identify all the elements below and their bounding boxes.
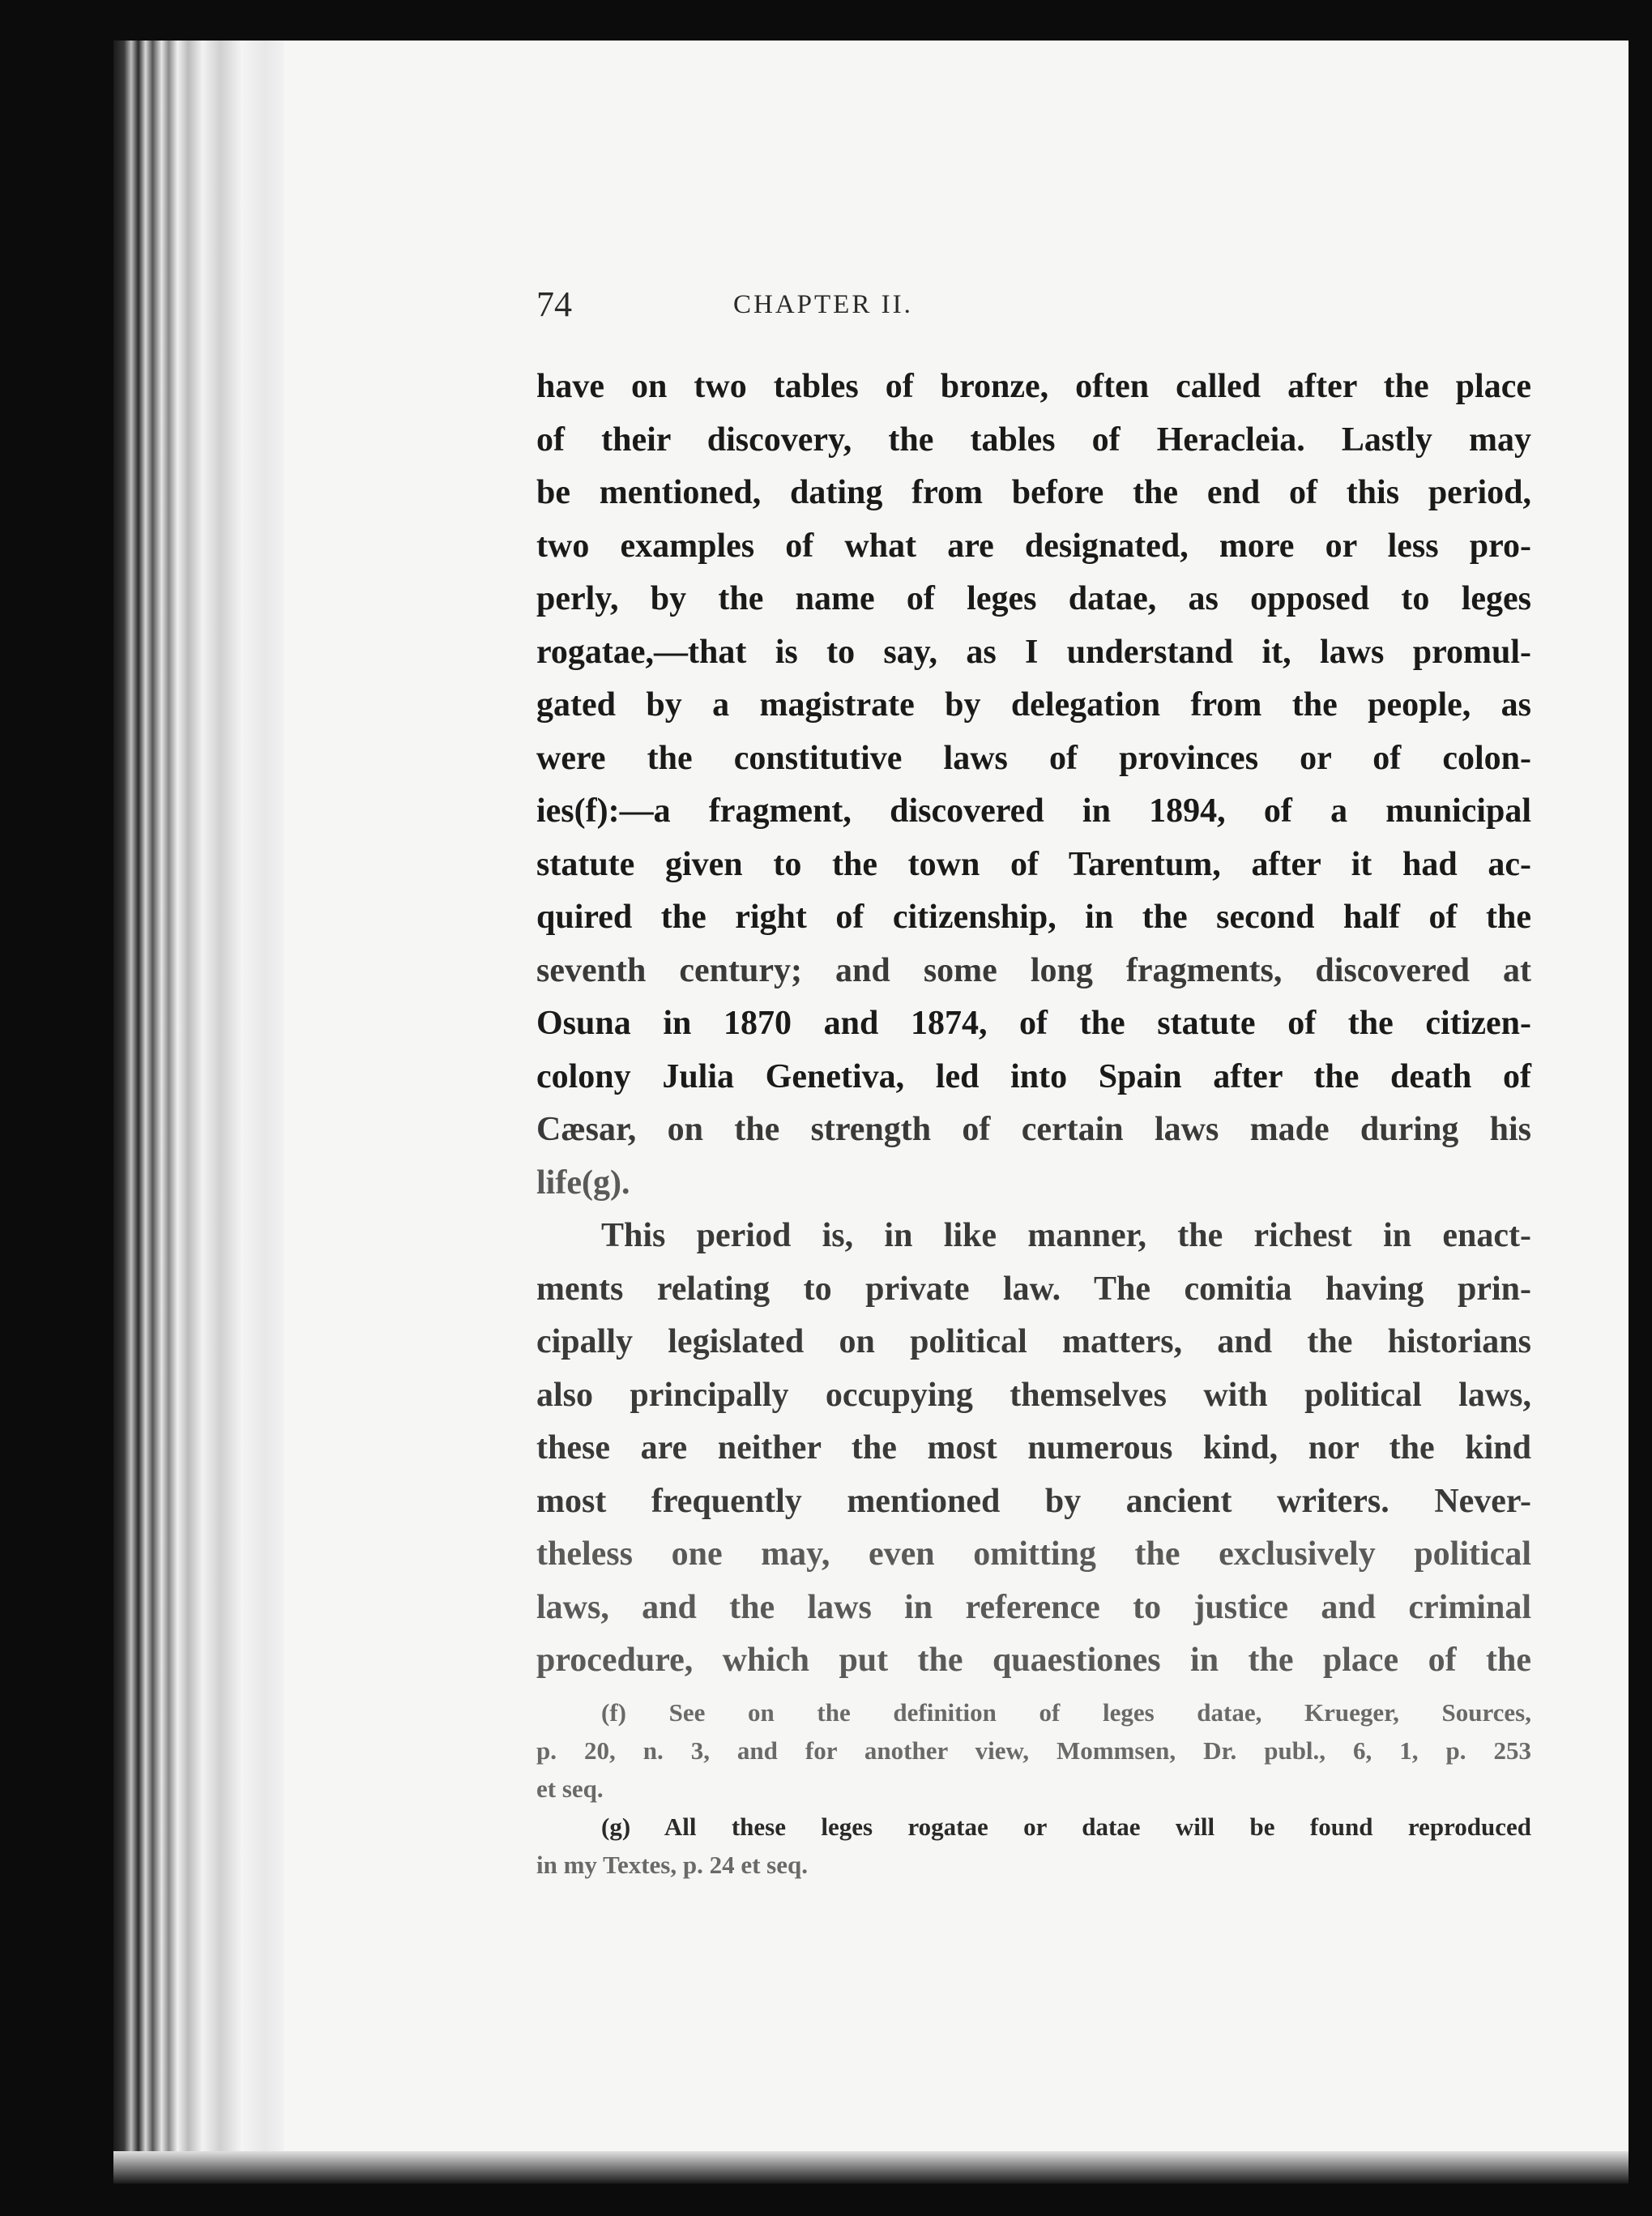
page-header [536,284,1120,332]
body-line: were the constitutive laws of provinces or of colon- [536,739,1531,777]
body-line: Osuna in 1870 and 1874, of the statute of the citizen- [536,1005,1531,1042]
body-line: laws, and the laws in reference to justice and criminal [536,1588,1531,1626]
footnotes [536,1693,1531,1884]
body-line: of their discovery, the tables of Heracleia. Lastly may [536,421,1531,459]
body-line: gated by a magistrate by delegation from the people, as [536,686,1531,724]
body-line: life(g). [536,1164,630,1202]
body-line: two examples of what are designated, more or less pro- [536,527,1531,565]
running-head: CHAPTER II. [733,290,913,319]
body-line: colony Julia Genetiva, led into Spain after the death of [536,1057,1531,1095]
footnote-line: (f) See on the definition of leges datae, Krueger, Sources, [601,1698,1531,1727]
body-line: have on two tables of bronze, often called after the place [536,368,1531,405]
footnote-line: et seq. [536,1774,604,1803]
body-line: Cæsar, on the strength of certain laws made during his [536,1111,1531,1148]
body-line: procedure, which put the quaestiones in the place of the [536,1642,1531,1679]
body-line: quired the right of citizenship, in the second half of the [536,899,1531,936]
body-line: cipally legislated on political matters, and the historians [536,1323,1531,1360]
body-line: perly, by the name of leges datae, as opposed to leges [536,580,1531,617]
body-line: seventh century; and some long fragments, discovered at [536,951,1531,989]
footnote-line: in my Textes, p. 24 et seq. [536,1851,808,1879]
body-line: statute given to the town of Tarentum, after it had ac- [536,845,1531,883]
body-line: rogatae,—that is to say, as I understand it, laws promul- [536,633,1531,671]
body-line: most frequently mentioned by ancient writers. Never- [536,1482,1531,1520]
body-text [536,361,1531,1688]
page-bottom-edge [113,2151,1629,2184]
body-line: be mentioned, dating from before the end of this period, [536,474,1531,511]
footnote-line: (g) All these leges rogatae or datae will be found reproduced [601,1813,1531,1841]
body-line: these are neither the most numerous kind, nor the kind [536,1429,1531,1467]
body-line: theless one may, even omitting the exclusively political [536,1535,1531,1573]
body-line: also principally occupying themselves with political laws, [536,1376,1531,1414]
paragraph-start-line: This period is, in like manner, the richest in enact- [601,1217,1531,1254]
body-line: ies(f):—a fragment, discovered in 1894, of a municipal [536,792,1531,830]
footnote-line: p. 20, n. 3, and for another view, Mommsen, Dr. publ., 6, 1, p. 253 [536,1736,1531,1765]
page-number: 74 [536,284,572,324]
book-gutter [113,41,292,2180]
body-line: ments relating to private law. The comitia having prin- [536,1270,1531,1308]
